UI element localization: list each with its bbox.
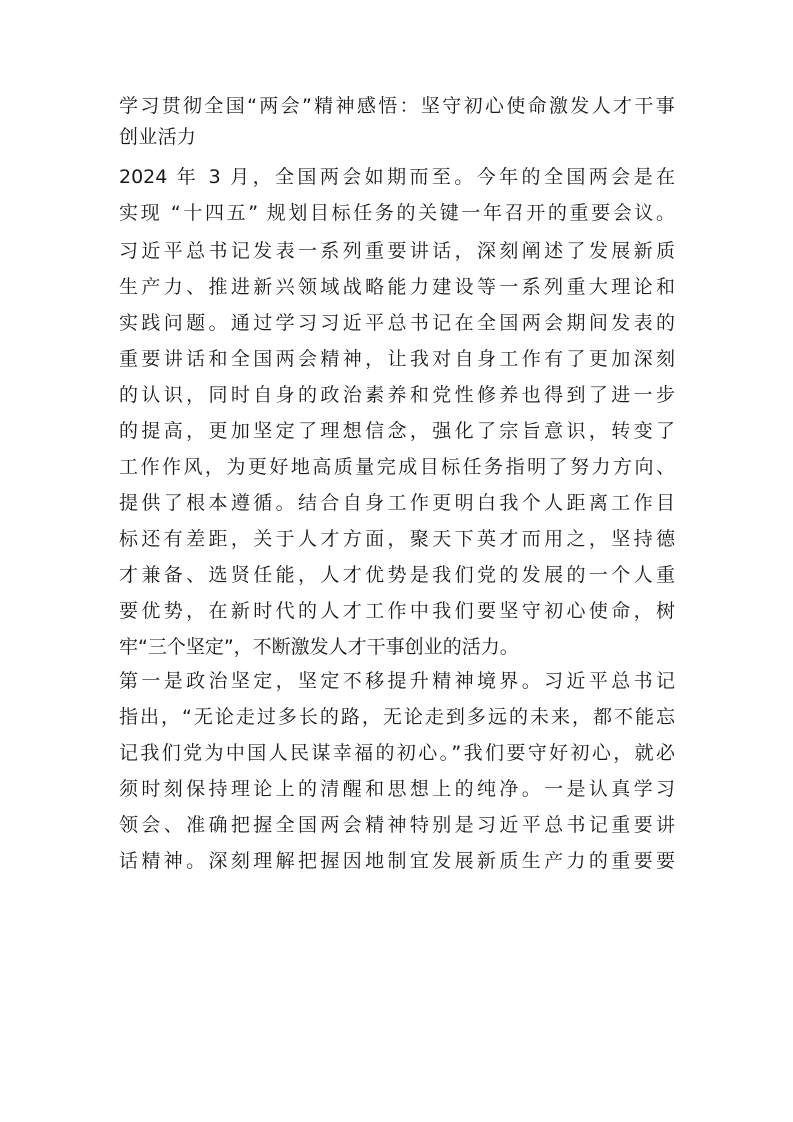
paragraph-line: 重要讲话和全国两会精神，让我对自身工作有了更加深刻	[119, 348, 675, 370]
paragraph-line: 实现 “十四五” 规划目标任务的关键一年召开的重要会议。	[119, 202, 675, 224]
paragraph-line: 牢“三个坚定”，不断激发人才干事创业的活力。	[119, 636, 519, 658]
document-body	[119, 92, 675, 875]
paragraph-line: 习近平总书记发表一系列重要讲话，深刻阐述了发展新质	[119, 240, 675, 262]
title-line: 学习贯彻全国“两会”精神感悟：坚守初心使命激发人才干事	[119, 95, 675, 117]
paragraph-line: 指出，“无论走过多长的路，无论走到多远的未来，都不能忘	[119, 706, 675, 728]
paragraph	[119, 163, 675, 227]
paragraph-line: 工作作风，为更好地高质量完成目标任务指明了努力方向、	[119, 456, 675, 478]
paragraph-line: 话精神。深刻理解把握因地制宜发展新质生产力的重要要	[119, 850, 675, 872]
paragraph-line: 实践问题。通过学习习近平总书记在全国两会期间发表的	[119, 312, 675, 334]
paragraph-line: 须时刻保持理论上的清醒和思想上的纯净。一是认真学习	[119, 778, 675, 800]
paragraph-line: 记我们党为中国人民谋幸福的初心。”我们要守好初心，就必	[119, 742, 675, 764]
title-line: 创业活力	[119, 126, 197, 148]
paragraph-line: 的认识，同时自身的政治素养和党性修养也得到了进一步	[119, 384, 675, 406]
paragraph-line: 要优势，在新时代的人才工作中我们要坚守初心使命，树	[119, 600, 675, 622]
paragraph-line: 提供了根本遵循。结合自身工作更明白我个人距离工作目	[119, 492, 675, 514]
paragraph-line: 第一是政治坚定，坚定不移提升精神境界。习近平总书记	[119, 670, 675, 692]
paragraph	[119, 237, 675, 661]
paragraph-line: 生产力、推进新兴领域战略能力建设等一系列重大理论和	[119, 276, 675, 298]
paragraph-line: 的提高，更加坚定了理想信念，强化了宗旨意识，转变了	[119, 420, 675, 442]
paragraph-line: 领会、准确把握全国两会精神特别是习近平总书记重要讲	[119, 814, 675, 836]
paragraph-line: 2024 年 3 月，全国两会如期而至。今年的全国两会是在	[119, 166, 675, 188]
paragraph-line: 标还有差距，关于人才方面，聚天下英才而用之，坚持德	[119, 528, 675, 550]
document-title	[119, 92, 675, 151]
paragraph	[119, 667, 675, 875]
paragraph-line: 才兼备、选贤任能，人才优势是我们党的发展的一个人重	[119, 564, 675, 586]
